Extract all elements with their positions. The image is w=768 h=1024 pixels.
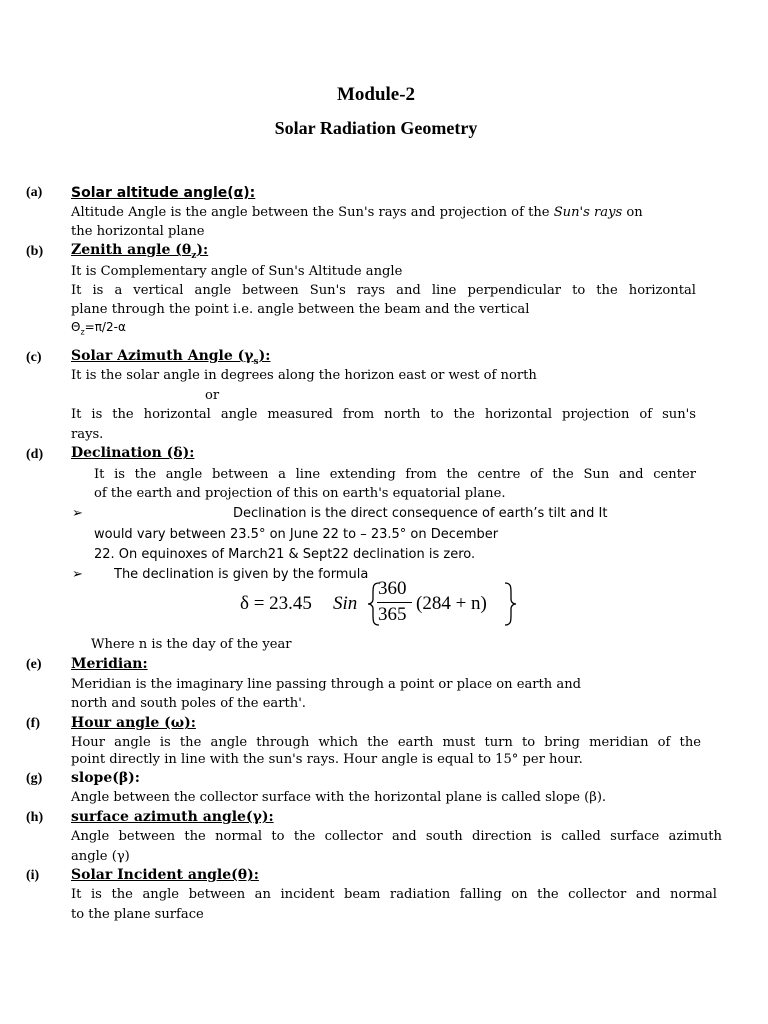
para-a-line2: the horizontal plane: [71, 224, 205, 239]
marker-h: (h): [26, 810, 44, 825]
where-n-line: Where n is the day of the year: [91, 637, 292, 652]
para-b-line2: It is a vertical angle between Sun's rays and line perpendicular to the horizontal: [71, 283, 696, 298]
heading-solar-azimuth: [71, 348, 270, 367]
para-d-line1: It is the angle between a line extending from the centre of the Sun and center: [94, 467, 696, 482]
heading-slope: slope(β):: [71, 770, 140, 786]
heading-zenith-angle: [71, 242, 208, 261]
zenith-formula: [71, 320, 126, 336]
heading-declination: Declination (δ):: [71, 445, 195, 461]
bullet-arrow-icon: ➢: [72, 567, 83, 582]
marker-c: (c): [26, 350, 42, 365]
heading-surface-azimuth: surface azimuth angle(γ):: [71, 809, 274, 825]
fraction-bar: [377, 602, 412, 603]
marker-i: (i): [26, 868, 40, 883]
zenith-formula-theta: Θ: [71, 320, 81, 334]
zenith-formula-sub: z: [80, 327, 85, 337]
para-e-line2: north and south poles of the earth'.: [71, 696, 306, 711]
para-f-line2: point directly in line with the sun's rays. Hour angle is equal to 15° per hour.: [71, 752, 583, 767]
bullet1-line1: Declination is the direct consequence of earth’s tilt and It: [233, 506, 608, 521]
zenith-heading-end: ):: [196, 242, 209, 258]
bullet-arrow-icon: ➢: [72, 506, 83, 521]
para-c-line3: rays.: [71, 427, 104, 442]
module-title: Module-2: [336, 84, 416, 105]
marker-f: (f): [26, 716, 40, 731]
formula-argument: (284 + n): [416, 593, 487, 614]
para-d-line2: of the earth and projection of this on earth's equatorial plane.: [94, 486, 506, 501]
bullet1-line3: 22. On equinoxes of March21 & Sept22 declination is zero.: [94, 547, 476, 562]
marker-b: (b): [26, 244, 44, 259]
formula-func: Sin: [333, 593, 358, 614]
declination-formula: [240, 578, 530, 632]
marker-d: (d): [26, 447, 44, 462]
para-b-line1: It is Complementary angle of Sun's Altitude angle: [71, 264, 403, 279]
bullet1-line2: would vary between 23.5° on June 22 to – 23.5° on December: [94, 527, 499, 542]
para-c-line2: It is the horizontal angle measured from north to the horizontal projection of sun's: [71, 407, 696, 422]
para-a-line1: [71, 205, 695, 220]
right-brace-icon: [502, 581, 518, 627]
heading-hour-angle: Hour angle (ω):: [71, 715, 196, 731]
zenith-symbol: θ: [181, 242, 192, 258]
heading-meridian: Meridian:: [71, 656, 148, 672]
marker-a: (a): [26, 185, 43, 200]
heading-solar-altitude: Solar altitude angle(α):: [71, 185, 256, 201]
azimuth-heading-end: ):: [258, 348, 271, 364]
para-a-on: on: [626, 205, 643, 220]
para-e-line1: Meridian is the imaginary line passing through a point or place on earth and: [71, 677, 582, 692]
bullet2-text: The declination is given by the formula: [114, 567, 369, 582]
zenith-heading-text: Zenith angle (: [71, 242, 182, 258]
para-c-or: or: [205, 388, 220, 403]
para-a-text: Altitude Angle is the angle between the Sun's rays and projection of the: [71, 205, 550, 220]
formula-denominator: 365: [378, 604, 407, 625]
zenith-formula-rest: =π/2-α: [84, 320, 126, 334]
para-f-line1: Hour angle is the angle through which the earth must turn to bring meridian of the: [71, 735, 701, 750]
para-i-line2: to the plane surface: [71, 907, 204, 922]
para-c-line1: It is the solar angle in degrees along the horizon east or west of north: [71, 368, 537, 383]
para-h-line1: Angle between the normal to the collector and south direction is called surface azimuth: [71, 829, 722, 844]
zenith-sub: z: [191, 250, 197, 261]
marker-e: (e): [26, 657, 42, 672]
para-h-line2: angle (γ): [71, 849, 130, 864]
formula-lhs: δ = 23.45: [240, 593, 312, 614]
para-b-line3: plane through the point i.e. angle between the beam and the vertical: [71, 302, 530, 317]
para-g-line1: Angle between the collector surface with the horizontal plane is called slope (β).: [71, 790, 607, 805]
marker-g: (g): [26, 771, 43, 786]
azimuth-heading-text: Solar Azimuth Angle (: [71, 348, 245, 364]
para-i-line1: It is the angle between an incident beam radiation falling on the collector and normal: [71, 887, 717, 902]
formula-numerator: 360: [378, 578, 407, 599]
azimuth-sub: s: [253, 356, 259, 367]
topic-title: Solar Radiation Geometry: [274, 118, 478, 138]
azimuth-symbol: γ: [244, 348, 254, 364]
para-a-italic: Sun's rays: [553, 205, 623, 220]
heading-solar-incident: Solar Incident angle(θ):: [71, 867, 259, 883]
